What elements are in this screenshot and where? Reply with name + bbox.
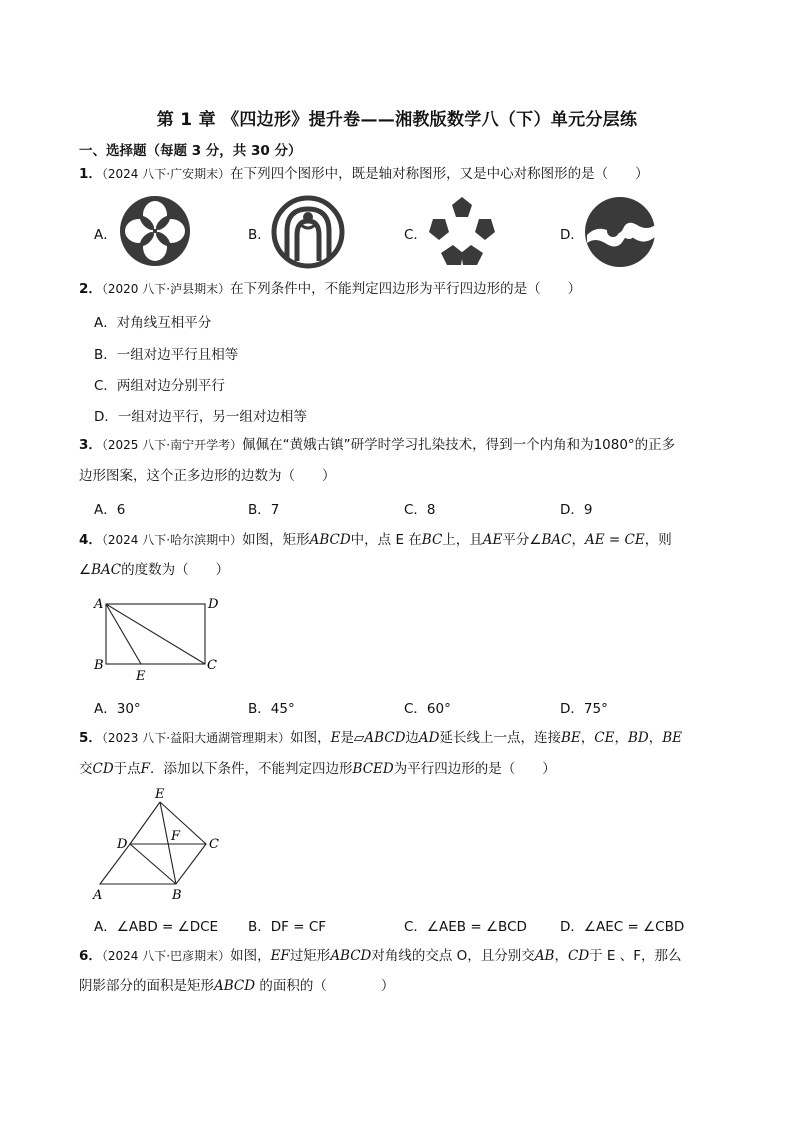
question-6-line-2 [79, 976, 394, 996]
text: 的度数为（ ） [121, 562, 230, 578]
math: BE [662, 730, 682, 746]
question-source: （2024 八下·哈尔滨期中） [101, 533, 243, 547]
text: ．添加以下条件，不能判定四边形 [150, 761, 353, 777]
label-d: D [208, 597, 219, 612]
math: AD [418, 730, 440, 746]
math: ABCD [330, 948, 372, 964]
math: ABCD [364, 730, 406, 746]
text: ∠ [79, 562, 92, 578]
text: 延长线上一点，连接 [439, 730, 561, 746]
q2-option-d: D．一组对边平行，另一组对边相等 [94, 409, 307, 425]
math: E [330, 730, 341, 746]
text: 如图，矩形 [242, 532, 310, 548]
segment-de [130, 802, 160, 844]
text: 阴影部分的面积是矩形 [79, 978, 214, 994]
text: 边 [405, 730, 419, 746]
q5-option-a: A．∠ABD = ∠DCE [94, 919, 219, 935]
math: BCED [352, 761, 394, 777]
q1-option-a-label: A． [94, 227, 117, 243]
math: EF [270, 948, 290, 964]
text: 上，且 [442, 532, 483, 548]
question-text: 在下列四个图形中，既是轴对称图形，又是中心对称图形的是（ ） [230, 166, 649, 182]
label-d: D [117, 837, 128, 852]
label-f: F [171, 829, 181, 844]
label-b: B [94, 658, 104, 673]
question-4-line-2 [79, 560, 229, 580]
math: BAC [91, 562, 122, 578]
section-heading: 一、选择题（每题 3 分，共 30 分） [79, 143, 302, 159]
math: BD [627, 730, 649, 746]
question-6 [79, 946, 682, 966]
math: ABCD [214, 978, 256, 994]
four-petal-circle-icon [119, 195, 191, 271]
question-number: 6． [79, 948, 102, 964]
text: 对角线的交点 O，且分别交 [371, 948, 535, 964]
question-1 [79, 164, 649, 184]
q1-option-c-label: C． [404, 227, 427, 243]
text: ， [580, 730, 595, 746]
text: ，则 [644, 532, 672, 548]
math: CD [92, 761, 114, 777]
q4-rectangle-figure [88, 592, 228, 691]
question-5-line-2 [79, 759, 556, 779]
question-text: 佩佩在“黄娥古镇”研学时学习扎染技术，得到一个内角和为1080°的正多 [242, 437, 676, 453]
question-5 [79, 728, 682, 748]
text: 是▱ [340, 730, 365, 746]
question-number: 5． [79, 730, 102, 746]
text: 为平行四边形的是（ ） [393, 761, 556, 777]
text: 交 [79, 761, 93, 777]
math: AB [534, 948, 555, 964]
q5-option-c: C．∠AEB = ∠BCD [404, 919, 527, 935]
arch-emblem-icon [271, 195, 345, 273]
text: ， [614, 730, 628, 746]
text: 如图， [230, 948, 271, 964]
math: CE [594, 730, 615, 746]
text: 的面积的（ ） [255, 978, 395, 994]
question-source: （2024 八下·广安期末） [101, 167, 231, 181]
q4-option-b: B．45° [248, 701, 295, 717]
text: 过矩形 [289, 948, 331, 964]
question-number: 3． [79, 437, 102, 453]
math: BC [421, 532, 443, 548]
question-number: 4． [79, 532, 102, 548]
text: 于点 [113, 761, 141, 777]
question-text: 在下列条件中，不能判定四边形为平行四边形的是（ ） [230, 281, 582, 297]
q4-option-d: D．75° [560, 701, 608, 717]
math: BE [560, 730, 581, 746]
q4-option-a: A．30° [94, 701, 141, 717]
q5-parallelogram-figure [88, 786, 228, 908]
q3-option-d: D．9 [560, 502, 593, 518]
page-title: 第 1 章 《四边形》提升卷——湘教版数学八（下）单元分层练 [156, 110, 638, 130]
text: ， [571, 532, 586, 548]
question-3-line-2: 边形图案，这个正多边形的边数为（ ） [79, 468, 336, 484]
question-4 [79, 530, 672, 550]
question-source: （2024 八下·巴彦期末） [101, 949, 231, 963]
q3-option-b: B．7 [248, 502, 280, 518]
text: 平分∠ [502, 532, 542, 548]
segment-ae [106, 604, 141, 664]
question-source: （2023 八下·益阳大通湖管理期末） [101, 731, 291, 745]
question-3 [79, 435, 675, 455]
label-e: E [136, 669, 146, 684]
text: 中，点 E 在 [350, 532, 422, 548]
text: ， [554, 948, 568, 964]
math: ABCD [309, 532, 351, 548]
q3-option-a: A．6 [94, 502, 126, 518]
question-number: 1． [79, 166, 102, 182]
math: AE = CE [585, 532, 645, 548]
q2-option-a: A．对角线互相平分 [94, 315, 212, 331]
label-e: E [155, 787, 165, 802]
pentagon-ring-icon [425, 195, 499, 273]
q5-option-b: B．DF = CF [248, 919, 327, 935]
q1-option-d-label: D． [560, 227, 584, 243]
q2-option-b: B．一组对边平行且相等 [94, 347, 239, 363]
math: CD [567, 948, 590, 964]
label-c: C [207, 658, 217, 673]
label-c: C [209, 837, 219, 852]
question-2 [79, 279, 581, 299]
text: 如图， [290, 730, 331, 746]
label-b: B [172, 888, 182, 903]
question-number: 2． [79, 281, 102, 297]
diagonal-ac [106, 604, 205, 664]
question-source: （2020 八下·泸县期末） [101, 282, 231, 296]
q4-option-c: C．60° [404, 701, 451, 717]
label-a: A [93, 888, 103, 903]
q1-option-b-label: B． [248, 227, 271, 243]
yin-yang-wave-icon [583, 195, 657, 273]
question-source: （2025 八下·南宁开学考） [101, 438, 243, 452]
q2-option-c: C．两组对边分别平行 [94, 378, 225, 394]
q5-option-d: D．∠AEC = ∠CBD [560, 919, 685, 935]
q3-option-c: C．8 [404, 502, 436, 518]
text: ， [648, 730, 663, 746]
math: BAC [541, 532, 572, 548]
math: F [140, 761, 151, 777]
math: AE [482, 532, 503, 548]
text: 于 E 、F，那么 [589, 948, 682, 964]
label-a: A [94, 597, 104, 612]
